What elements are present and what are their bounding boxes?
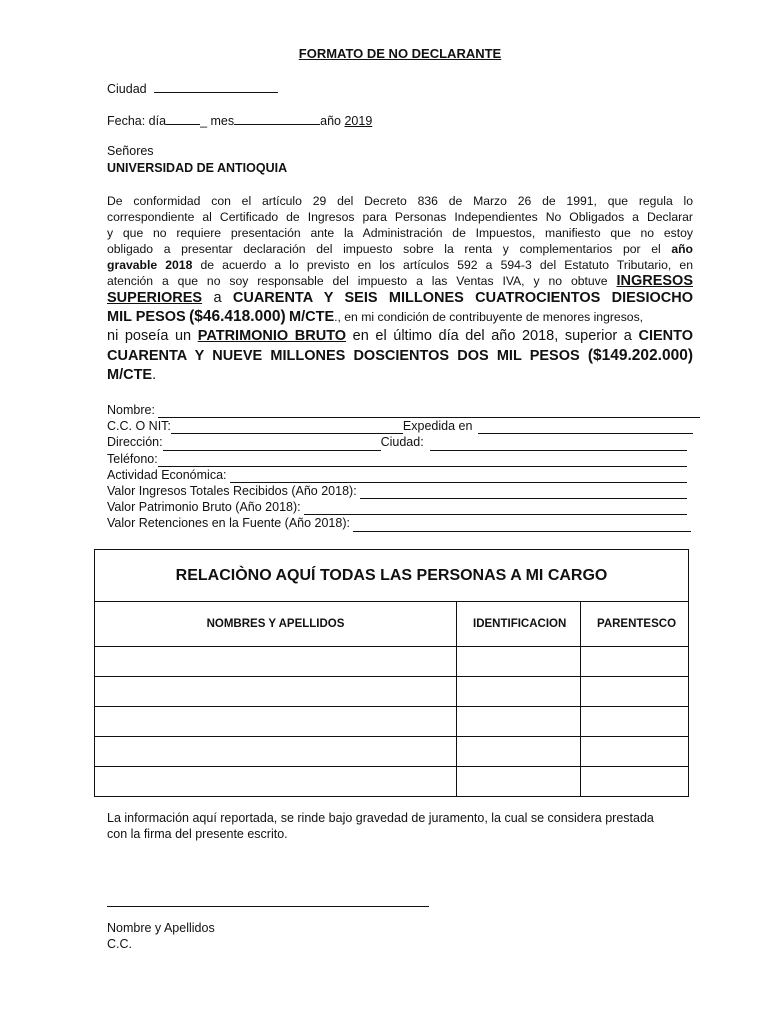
para-bold: SUPERIORES bbox=[107, 290, 203, 306]
table-row bbox=[95, 767, 689, 797]
para-text: de acuerdo a lo previsto en los artículos 592 a 594-3 del Estatuto Tributario, en bbox=[200, 258, 693, 272]
signature-line[interactable] bbox=[107, 906, 429, 907]
date-month-label: mes bbox=[210, 114, 235, 128]
table-row bbox=[95, 737, 689, 767]
table-cell[interactable] bbox=[581, 707, 689, 737]
date-month-blank[interactable] bbox=[234, 112, 320, 125]
para-bold: CUARENTA Y NUEVE MILLONES DOSCIENTOS DOS MIL PESOS bbox=[107, 348, 580, 364]
document-title: FORMATO DE NO DECLARANTE bbox=[298, 46, 502, 61]
para-bold: MIL PESOS bbox=[107, 309, 186, 325]
field-input[interactable] bbox=[158, 454, 687, 467]
field-input[interactable] bbox=[163, 438, 381, 451]
column-header-id: IDENTIFICACION bbox=[457, 602, 581, 647]
para-line: correspondiente al Certificado de Ingresos para Personas Independientes No Obligados a Declarar bbox=[107, 210, 693, 224]
field-label: Ciudad: bbox=[380, 435, 424, 450]
field-label: Actividad Económica: bbox=[107, 467, 227, 482]
date-line bbox=[107, 112, 372, 128]
table-cell[interactable] bbox=[581, 677, 689, 707]
field-input[interactable] bbox=[171, 421, 403, 434]
para-text: ni poseía un bbox=[107, 328, 192, 344]
para-bold: M/CTE bbox=[289, 309, 335, 325]
para-text: obligado a presentar declaración del impuesto sobre la renta y complementarios por el bbox=[107, 242, 661, 256]
para-amount: ($46.418.000) bbox=[189, 308, 286, 325]
field-input[interactable] bbox=[230, 470, 687, 483]
table-cell[interactable] bbox=[457, 737, 581, 767]
field-label: C.C. O NIT: bbox=[107, 419, 171, 434]
column-header-relation: PARENTESCO bbox=[581, 602, 689, 647]
table-row bbox=[95, 707, 689, 737]
date-day-label: Fecha: día bbox=[107, 114, 167, 128]
field-input[interactable] bbox=[158, 405, 700, 418]
table-cell[interactable] bbox=[95, 737, 457, 767]
para-bold: año bbox=[671, 242, 693, 256]
para-amount: ($149.202.000) bbox=[587, 347, 693, 364]
city-line bbox=[107, 80, 278, 96]
field-input[interactable] bbox=[478, 421, 693, 434]
para-bold: PATRIMONIO BRUTO bbox=[197, 328, 347, 344]
date-day-separator: _ bbox=[200, 114, 208, 128]
para-line: De conformidad con el artículo 29 del Decreto 836 de Marzo 26 de 1991, que regula lo bbox=[107, 194, 693, 208]
personal-fields bbox=[107, 402, 697, 532]
field-patrimonio bbox=[107, 499, 697, 515]
para-line bbox=[107, 289, 693, 307]
field-retenciones bbox=[107, 515, 697, 531]
para-line bbox=[107, 366, 693, 385]
table-cell[interactable] bbox=[95, 707, 457, 737]
signature-cc-label: C.C. bbox=[107, 937, 132, 951]
field-direccion bbox=[107, 434, 697, 450]
table-cell[interactable] bbox=[457, 677, 581, 707]
declaration-paragraph bbox=[107, 193, 693, 385]
para-bold: gravable 2018 bbox=[107, 258, 193, 272]
table-row bbox=[95, 647, 689, 677]
para-text: en el último día del año 2018, superior a bbox=[352, 328, 632, 344]
para-line bbox=[107, 273, 693, 289]
field-input[interactable] bbox=[360, 486, 687, 499]
para-line bbox=[107, 346, 693, 366]
para-line bbox=[107, 307, 693, 327]
field-label: Teléfono: bbox=[107, 451, 158, 466]
field-label: Nombre: bbox=[107, 403, 155, 417]
field-cc bbox=[107, 418, 697, 434]
table-cell[interactable] bbox=[457, 707, 581, 737]
table-cell[interactable] bbox=[95, 677, 457, 707]
table-cell[interactable] bbox=[581, 767, 689, 797]
para-line: y que no requiere presentación ante la Administración de Impuestos, manifiesto que no estoy bbox=[107, 226, 693, 240]
field-label: Dirección: bbox=[107, 435, 163, 450]
date-day-blank[interactable] bbox=[166, 112, 200, 125]
field-input[interactable] bbox=[430, 438, 687, 451]
table-cell[interactable] bbox=[581, 737, 689, 767]
field-input[interactable] bbox=[304, 502, 687, 515]
city-blank[interactable] bbox=[154, 80, 278, 93]
table-heading: RELACIÒNO AQUÍ TODAS LAS PERSONAS A MI CARGO bbox=[95, 550, 689, 602]
table-cell[interactable] bbox=[457, 767, 581, 797]
field-label: Valor Retenciones en la Fuente (Año 2018): bbox=[107, 516, 350, 531]
signature-name-label: Nombre y Apellidos bbox=[107, 921, 215, 935]
date-year-value: 2019 bbox=[344, 114, 373, 128]
column-header-names: NOMBRES Y APELLIDOS bbox=[95, 602, 457, 647]
para-text: atención a que no soy responsable del impuesto a las Ventas IVA, y no obtuve bbox=[107, 274, 608, 288]
field-telefono bbox=[107, 451, 697, 467]
field-label: Valor Patrimonio Bruto (Año 2018): bbox=[107, 500, 301, 515]
para-bold: CIENTO bbox=[638, 328, 693, 344]
dependents-table bbox=[94, 549, 689, 797]
para-bold: M/CTE bbox=[107, 367, 153, 383]
table-cell[interactable] bbox=[581, 647, 689, 677]
table-row bbox=[95, 677, 689, 707]
field-ingresos bbox=[107, 483, 697, 499]
field-label: Expedida en bbox=[402, 419, 473, 434]
field-nombre bbox=[107, 402, 697, 418]
para-text: ., en mi condición de contribuyente de menores ingresos, bbox=[334, 310, 644, 324]
para-line bbox=[107, 241, 693, 257]
date-year-label: año bbox=[320, 114, 341, 128]
para-bold: CUARENTA Y SEIS MILLONES CUATROCIENTOS DIESIOCHO bbox=[232, 290, 694, 306]
city-label: Ciudad bbox=[107, 82, 147, 96]
para-text: a bbox=[213, 290, 222, 306]
table-cell[interactable] bbox=[95, 767, 457, 797]
field-label: Valor Ingresos Totales Recibidos (Año 2018): bbox=[107, 484, 357, 499]
table-cell[interactable] bbox=[95, 647, 457, 677]
para-bold: INGRESOS bbox=[616, 273, 694, 289]
table-cell[interactable] bbox=[457, 647, 581, 677]
salutation: Señores bbox=[107, 144, 154, 158]
para-line bbox=[107, 327, 693, 346]
para-line bbox=[107, 257, 693, 273]
oath-note: La información aquí reportada, se rinde bajo gravedad de juramento, la cual se considera prestada con la firma del presente escrito. bbox=[107, 811, 654, 841]
field-actividad bbox=[107, 467, 697, 483]
field-input[interactable] bbox=[353, 519, 691, 532]
addressee-name: UNIVERSIDAD DE ANTIOQUIA bbox=[107, 161, 288, 175]
para-text: . bbox=[152, 367, 157, 383]
